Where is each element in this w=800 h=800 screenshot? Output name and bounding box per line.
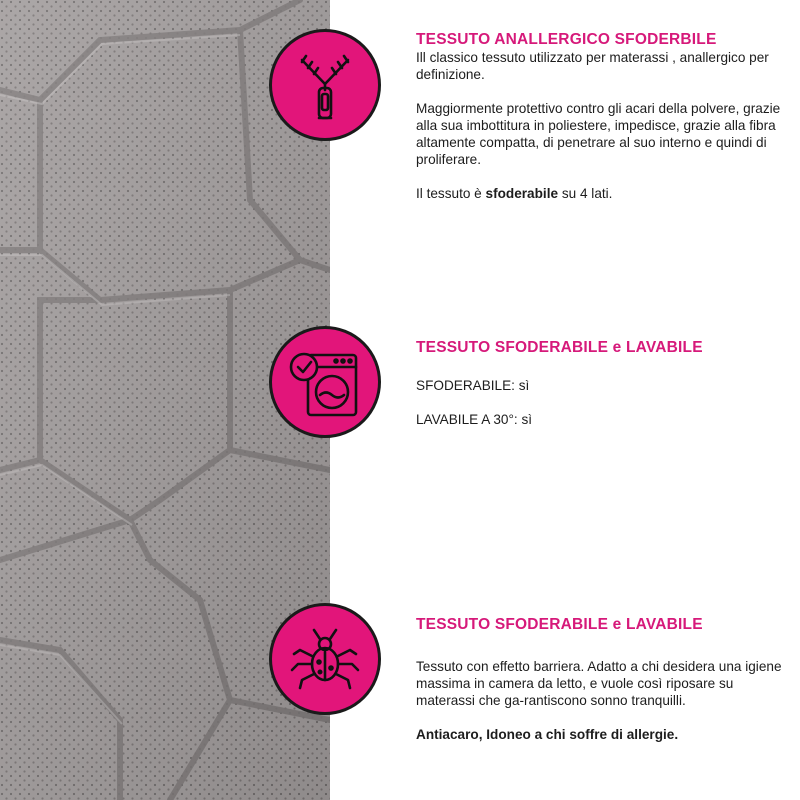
mite-icon — [272, 606, 378, 712]
zipper-badge — [269, 29, 381, 141]
section-washable — [416, 339, 786, 428]
section-paragraph — [416, 726, 786, 743]
section-heading: TESSUTO SFODERABILE e LAVABILE — [416, 339, 703, 356]
section-line: LAVABILE A 30°: sì — [416, 412, 533, 427]
bold-text: sfoderabile — [485, 186, 559, 201]
bold-text: Antiacaro, Idoneo a chi soffre di allergie. — [416, 727, 679, 742]
section-line: SFODERABILE: sì — [416, 378, 530, 393]
text-fragment: Il tessuto è — [416, 186, 486, 201]
zipper-icon — [272, 32, 378, 138]
section-barrier — [416, 616, 786, 743]
section-heading: TESSUTO SFODERABILE e LAVABILE — [416, 616, 703, 633]
section-paragraph: Tessuto con effetto barriera. Adatto a chi desidera una igiene massima in camera da letto, e vuole così riposare su materassi che ga-rantiscono sonno tranquilli. — [416, 659, 782, 708]
mite-badge — [269, 603, 381, 715]
section-anallergic — [416, 31, 786, 202]
section-heading: TESSUTO ANALLERGICO SFODERBILE — [416, 31, 717, 48]
section-paragraph — [416, 185, 786, 202]
section-paragraph: Ill classico tessuto utilizzato per materassi , anallergico per definizione. — [416, 50, 769, 82]
washing-machine-icon — [272, 329, 378, 435]
washing-machine-badge — [269, 326, 381, 438]
text-fragment: su 4 lati. — [558, 186, 613, 201]
section-paragraph: Maggiormente protettivo contro gli acari della polvere, grazie alla sua imbottitura in poliestere, impedisce, grazie alla fibra altamente compatta, di penetrare al suo interno e quindi di proliferare. — [416, 101, 781, 167]
